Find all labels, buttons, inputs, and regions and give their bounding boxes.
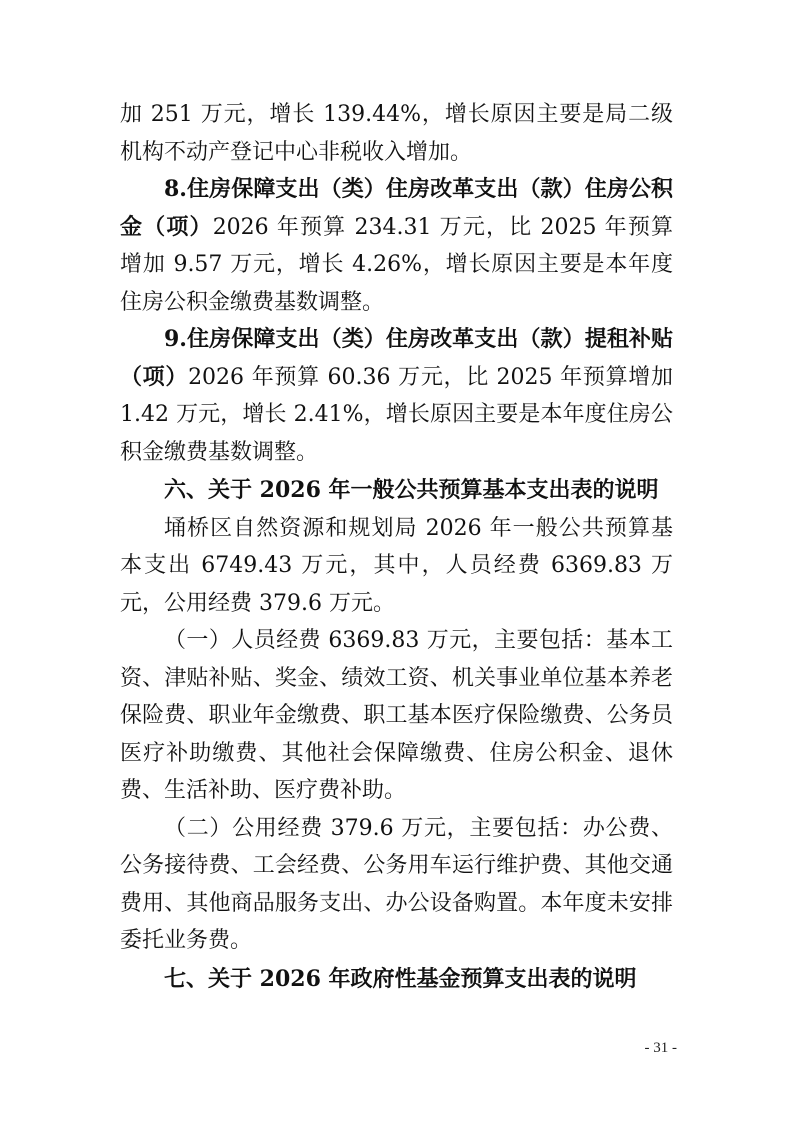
section-heading-7: 七、关于 2026 年政府性基金预算支出表的说明 xyxy=(164,965,637,992)
paragraph-housing-fund xyxy=(120,171,673,321)
paragraph-text: 埇桥区自然资源和规划局 2026 年一般公共预算基本支出 6749.43 万元，其中，人员经费 6369.83 万元，公用经费 379.6 万元。 xyxy=(120,515,673,616)
item-heading: 9.住房保障支出（类）住房改革支出（款）提租补贴（项） xyxy=(120,326,673,390)
paragraph-text: 2026 年预算 60.36 万元，比 2025 年预算增加 1.42 万元，增长 2.41%，增长原因主要是本年度住房公积金缴费基数调整。 xyxy=(120,364,673,465)
page-number: - 31 - xyxy=(644,1040,677,1056)
paragraph-text: （二）公用经费 379.6 万元，主要包括：办公费、公务接待费、工会经费、公务用车运行维护费、其他交通费用、其他商品服务支出、办公设备购置。本年度未安排委托业务费。 xyxy=(120,815,673,953)
item-heading: 8.住房保障支出（类）住房改革支出（款）住房公积金（项） xyxy=(120,176,673,240)
section-heading-6: 六、关于 2026 年一般公共预算基本支出表的说明 xyxy=(164,477,659,503)
paragraph-text: 加 251 万元，增长 139.44%，增长原因主要是局二级机构不动产登记中心非税收入增加。 xyxy=(120,102,673,165)
paragraph-personnel-expenses xyxy=(120,622,673,810)
paragraph-basic-expenditure xyxy=(120,510,673,623)
paragraph-text: （一）人员经费 6369.83 万元，主要包括：基本工资、津贴补贴、奖金、绩效工资、机关事业单位基本养老保险费、职业年金缴费、职工基本医疗保险缴费、公务员医疗补助缴费、其他社会保障缴费、住房公积金、退休费、生活补助、医疗费补助。 xyxy=(120,628,673,803)
paragraph-public-expenses xyxy=(120,810,673,960)
paragraph-text: 2026 年预算 234.31 万元，比 2025 年预算增加 9.57 万元，增长 4.26%，增长原因主要是本年度住房公积金缴费基数调整。 xyxy=(120,214,673,315)
paragraph-nontax-income xyxy=(120,96,673,171)
document-body xyxy=(120,96,673,998)
paragraph-rent-subsidy xyxy=(120,321,673,471)
